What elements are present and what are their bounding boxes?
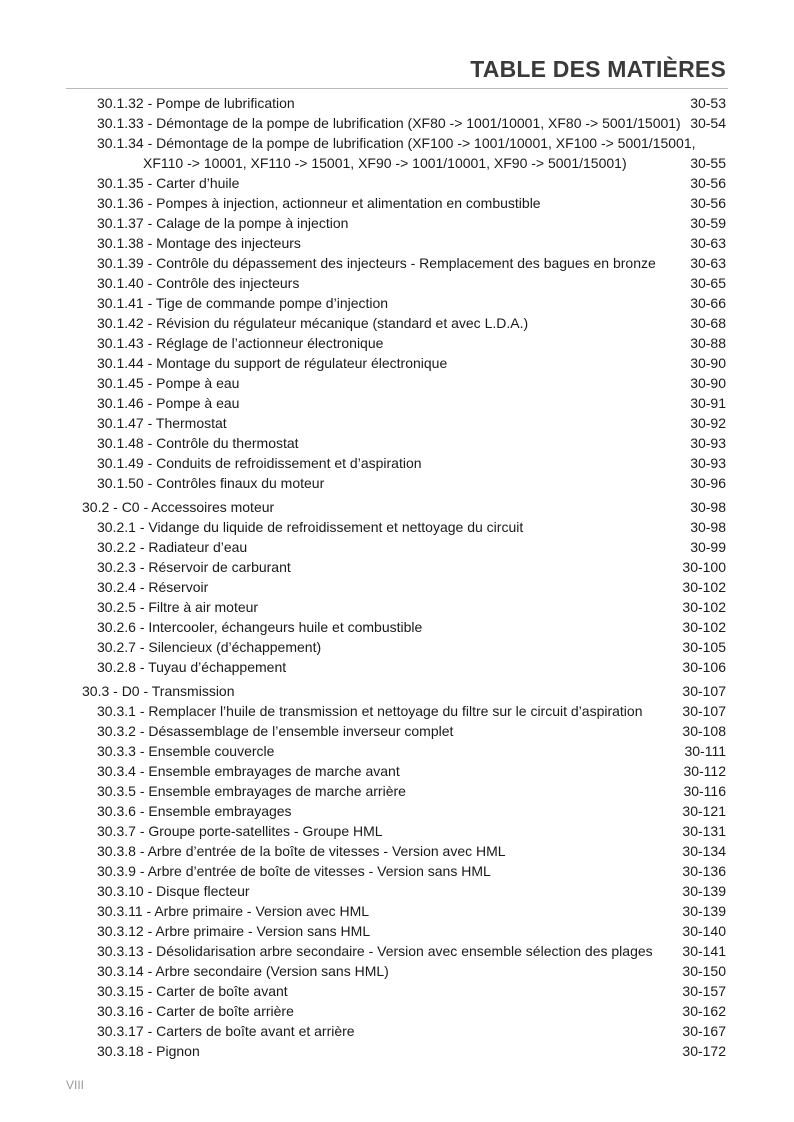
toc-entry-title: 30.3.11 - Arbre primaire - Version avec HML [97, 903, 370, 919]
toc-entry-page-number: 30-157 [682, 983, 726, 999]
toc-entry-page-number: 30-105 [682, 639, 726, 655]
toc-entry-page-number: 30-108 [682, 723, 726, 739]
toc-entry-title: 30.2.5 - Filtre à air moteur [97, 599, 259, 615]
toc-entry-title: 30.2.6 - Intercooler, échangeurs huile et combustible [97, 619, 423, 635]
toc-entry-title: 30.3.5 - Ensemble embrayages de marche arrière [97, 783, 406, 799]
toc-entry[interactable] [0, 657, 794, 677]
toc-entry-page-number: 30-93 [690, 435, 726, 451]
toc-entry-page-number: 30-112 [683, 763, 726, 779]
toc-entry[interactable] [0, 473, 794, 493]
toc-entry-page-number: 30-116 [683, 783, 726, 799]
page-title: TABLE DES MATIÈRES [470, 56, 726, 82]
toc-entry-page-number: 30-172 [682, 1043, 726, 1059]
toc-entry-title: 30.1.34 - Démontage de la pompe de lubrification (XF100 -> 1001/10001, XF100 -> 5001/15001, [97, 135, 696, 151]
toc-entry[interactable] [0, 881, 794, 901]
toc-entry[interactable] [0, 193, 794, 213]
toc-entry[interactable] [0, 273, 794, 293]
toc-entry[interactable] [0, 577, 794, 597]
toc-entry[interactable] [0, 557, 794, 577]
toc-entry-title: 30.3.18 - Pignon [97, 1043, 200, 1059]
toc-entry[interactable] [0, 293, 794, 313]
toc-entry[interactable] [0, 253, 794, 273]
toc-entry-page-number: 30-65 [690, 275, 726, 291]
toc-entry-title: 30.1.47 - Thermostat [97, 415, 227, 431]
toc-entry[interactable] [0, 213, 794, 233]
toc-entry-title: 30.3.13 - Désolidarisation arbre secondaire - Version avec ensemble sélection des plages [97, 943, 653, 959]
toc-entry-page-number: 30-111 [684, 743, 726, 759]
toc-entry-title: 30.3.4 - Ensemble embrayages de marche avant [97, 763, 400, 779]
toc-entry-title: 30.3.1 - Remplacer l’huile de transmission et nettoyage du filtre sur le circuit d’aspiration [97, 703, 643, 719]
toc-entry-page-number: 30-59 [690, 215, 726, 231]
toc-entry-title: 30.3.15 - Carter de boîte avant [97, 983, 288, 999]
toc-entry-page-number: 30-93 [690, 455, 726, 471]
toc-entry-title: 30.2 - C0 - Accessoires moteur [82, 499, 275, 515]
toc-entry[interactable] [0, 861, 794, 881]
toc-entry-title: 30.1.50 - Contrôles finaux du moteur [97, 475, 325, 491]
toc-entry[interactable] [0, 353, 794, 373]
toc-entry-page-number: 30-96 [690, 475, 726, 491]
toc-entry-page-number: 30-98 [690, 499, 726, 515]
toc-entry-page-number: 30-141 [682, 943, 726, 959]
toc-entry-page-number: 30-68 [690, 315, 726, 331]
toc-entry-title: 30.1.42 - Révision du régulateur mécanique (standard et avec L.D.A.) [97, 315, 529, 331]
toc-entry-title: 30.1.41 - Tige de commande pompe d’injection [97, 295, 389, 311]
toc-entry[interactable] [0, 721, 794, 741]
toc-entry-title: 30.3.16 - Carter de boîte arrière [97, 1003, 294, 1019]
toc-entry-page-number: 30-91 [690, 395, 726, 411]
toc-entry-title: 30.1.35 - Carter d’huile [97, 175, 240, 191]
toc-entry[interactable] [0, 113, 794, 133]
toc-entry-page-number: 30-63 [690, 235, 726, 251]
toc-entry-title: 30.2.3 - Réservoir de carburant [97, 559, 291, 575]
toc-entry-title: 30.2.7 - Silencieux (d’échappement) [97, 639, 322, 655]
toc-section-entry[interactable] [0, 497, 794, 517]
toc-entry-title: 30.1.40 - Contrôle des injecteurs [97, 275, 300, 291]
toc-entry[interactable] [0, 637, 794, 657]
toc-entry-title: 30.3.2 - Désassemblage de l’ensemble inverseur complet [97, 723, 454, 739]
toc-entry-title: 30.1.37 - Calage de la pompe à injection [97, 215, 349, 231]
toc-entry-page-number: 30-140 [682, 923, 726, 939]
toc-entry-page-number: 30-102 [682, 579, 726, 595]
toc-entry[interactable] [0, 233, 794, 253]
toc-entry-title: 30.1.46 - Pompe à eau [97, 395, 240, 411]
toc-entry[interactable] [0, 981, 794, 1001]
toc-entry[interactable] [0, 517, 794, 537]
toc-entry-page-number: 30-134 [682, 843, 726, 859]
toc-entry-page-number: 30-88 [690, 335, 726, 351]
toc-entry[interactable] [0, 617, 794, 637]
toc-entry[interactable] [0, 393, 794, 413]
toc-entry-title: 30.3.17 - Carters de boîte avant et arrière [97, 1023, 355, 1039]
toc-entry-title: 30.2.1 - Vidange du liquide de refroidissement et nettoyage du circuit [97, 519, 524, 535]
toc-entry-page-number: 30-55 [690, 155, 726, 171]
toc-entry-title: 30.1.44 - Montage du support de régulateur électronique [97, 355, 448, 371]
toc-entry-title: 30.2.8 - Tuyau d’échappement [97, 659, 287, 675]
toc-entry[interactable] [0, 761, 794, 781]
toc-entry-page-number: 30-100 [682, 559, 726, 575]
toc-entry[interactable] [0, 413, 794, 433]
toc-entry[interactable] [0, 921, 794, 941]
toc-entry[interactable] [0, 701, 794, 721]
toc-entry-title: 30.3.14 - Arbre secondaire (Version sans HML) [97, 963, 389, 979]
toc-entry-title-continuation: XF110 -> 10001, XF110 -> 15001, XF90 -> 1001/10001, XF90 -> 5001/15001) [143, 155, 627, 171]
toc-entry[interactable] [0, 781, 794, 801]
toc-entry-title: 30.2.2 - Radiateur d’eau [97, 539, 248, 555]
toc-entry[interactable] [0, 841, 794, 861]
toc-entry[interactable] [0, 133, 794, 173]
toc-entry-page-number: 30-121 [682, 803, 726, 819]
toc-entry-title: 30.1.33 - Démontage de la pompe de lubrification (XF80 -> 1001/10001, XF80 -> 5001/15001) [97, 115, 681, 131]
toc-entry-page-number: 30-98 [690, 519, 726, 535]
toc-entry[interactable] [0, 333, 794, 353]
toc-entry-title: 30.1.45 - Pompe à eau [97, 375, 240, 391]
toc-entry[interactable] [0, 597, 794, 617]
toc-entry[interactable] [0, 1041, 794, 1061]
table-of-contents [0, 93, 794, 1061]
toc-entry[interactable] [0, 961, 794, 981]
toc-entry-page-number: 30-92 [690, 415, 726, 431]
toc-entry-page-number: 30-56 [690, 195, 726, 211]
toc-entry[interactable] [0, 1021, 794, 1041]
toc-entry-page-number: 30-167 [682, 1023, 726, 1039]
toc-entry-title: 30.1.49 - Conduits de refroidissement et d’aspiration [97, 455, 422, 471]
toc-entry[interactable] [0, 741, 794, 761]
toc-entry-title: 30.3.9 - Arbre d’entrée de boîte de vitesses - Version sans HML [97, 863, 491, 879]
toc-entry[interactable] [0, 313, 794, 333]
toc-entry-page-number: 30-63 [690, 255, 726, 271]
toc-entry[interactable] [0, 453, 794, 473]
toc-entry-title: 30.3.6 - Ensemble embrayages [97, 803, 292, 819]
toc-entry-page-number: 30-54 [690, 115, 726, 131]
toc-entry-page-number: 30-102 [682, 619, 726, 635]
toc-entry[interactable] [0, 941, 794, 961]
toc-entry-title: 30.3.8 - Arbre d’entrée de la boîte de vitesses - Version avec HML [97, 843, 506, 859]
toc-entry-page-number: 30-102 [682, 599, 726, 615]
toc-entry-title: 30.1.36 - Pompes à injection, actionneur et alimentation en combustible [97, 195, 541, 211]
toc-entry[interactable] [0, 1001, 794, 1021]
page-number: VIII [66, 1078, 85, 1092]
toc-entry-title: 30.3.7 - Groupe porte-satellites - Groupe HML [97, 823, 383, 839]
toc-entry-page-number: 30-90 [690, 355, 726, 371]
toc-entry-title: 30.3 - D0 - Transmission [82, 683, 235, 699]
toc-entry-page-number: 30-107 [682, 703, 726, 719]
toc-entry-page-number: 30-162 [682, 1003, 726, 1019]
title-divider [66, 88, 728, 89]
toc-entry-title: 30.1.48 - Contrôle du thermostat [97, 435, 299, 451]
toc-entry-title: 30.3.12 - Arbre primaire - Version sans HML [97, 923, 371, 939]
toc-entry-page-number: 30-53 [690, 95, 726, 111]
toc-entry-page-number: 30-66 [690, 295, 726, 311]
toc-entry-title: 30.2.4 - Réservoir [97, 579, 209, 595]
toc-entry-page-number: 30-131 [682, 823, 726, 839]
toc-entry-title: 30.3.3 - Ensemble couvercle [97, 743, 275, 759]
toc-entry-title: 30.1.38 - Montage des injecteurs [97, 235, 301, 251]
toc-entry-page-number: 30-99 [690, 539, 726, 555]
toc-entry[interactable] [0, 537, 794, 557]
toc-entry[interactable] [0, 173, 794, 193]
toc-entry-title: 30.1.32 - Pompe de lubrification [97, 95, 295, 111]
toc-entry-page-number: 30-90 [690, 375, 726, 391]
toc-entry[interactable] [0, 901, 794, 921]
toc-entry[interactable] [0, 93, 794, 113]
toc-entry-page-number: 30-106 [682, 659, 726, 675]
toc-entry[interactable] [0, 373, 794, 393]
toc-entry[interactable] [0, 801, 794, 821]
toc-entry-page-number: 30-139 [682, 903, 726, 919]
toc-section-entry[interactable] [0, 681, 794, 701]
toc-entry-page-number: 30-136 [682, 863, 726, 879]
toc-entry-page-number: 30-150 [682, 963, 726, 979]
toc-entry-page-number: 30-56 [690, 175, 726, 191]
toc-entry-title: 30.1.39 - Contrôle du dépassement des injecteurs - Remplacement des bagues en bronze [97, 255, 656, 271]
toc-entry-title: 30.1.43 - Réglage de l’actionneur électronique [97, 335, 384, 351]
toc-entry-page-number: 30-107 [682, 683, 726, 699]
toc-entry[interactable] [0, 433, 794, 453]
toc-entry[interactable] [0, 821, 794, 841]
toc-entry-page-number: 30-139 [682, 883, 726, 899]
toc-entry-title: 30.3.10 - Disque flecteur [97, 883, 250, 899]
